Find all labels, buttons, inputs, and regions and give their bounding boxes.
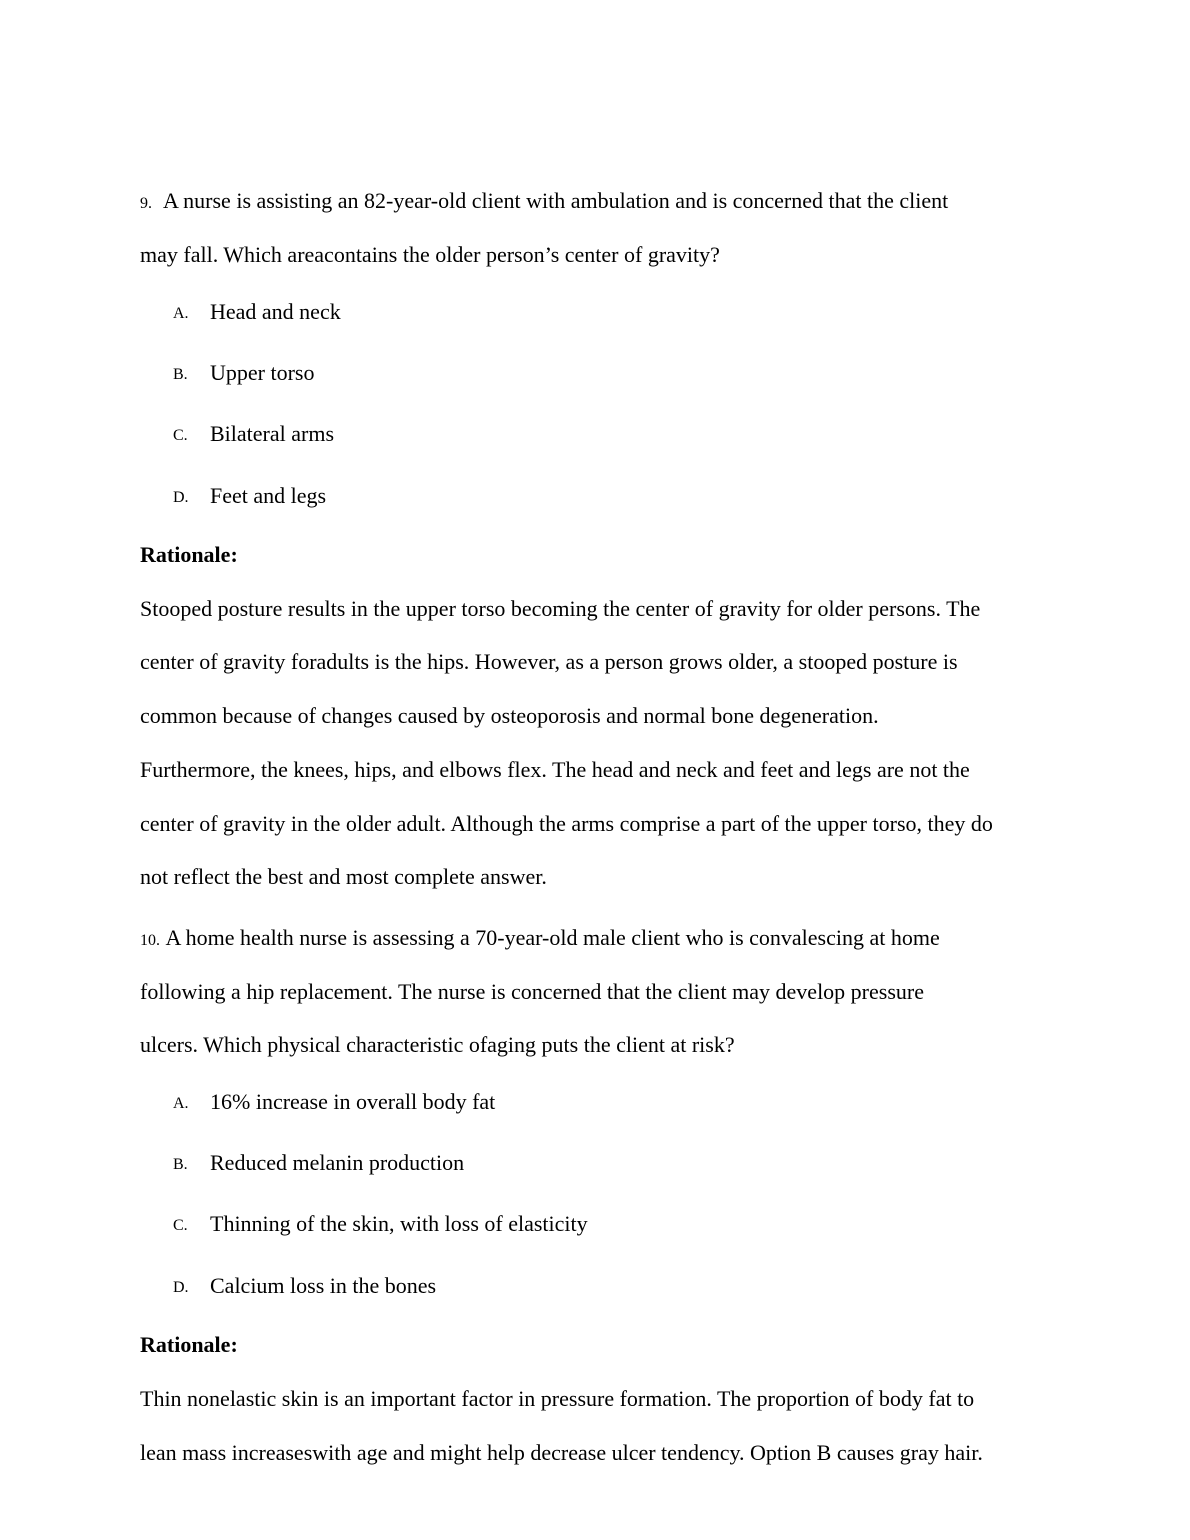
q9-option-a-text: Head and neck — [210, 299, 341, 324]
q10-option-a-text: 16% increase in overall body fat — [210, 1089, 496, 1114]
q9-option-c-letter: C. — [173, 427, 188, 444]
q10-rationale-heading: Rationale: — [140, 1332, 238, 1357]
q10-stem-line-1 — [140, 925, 940, 954]
q9-number: 9. — [140, 195, 152, 212]
q9-option-d-text: Feet and legs — [210, 483, 327, 508]
q10-option-b-text: Reduced melanin production — [210, 1150, 465, 1175]
q10-option-a-letter: A. — [173, 1095, 189, 1112]
q9-rationale-line-4: Furthermore, the knees, hips, and elbows flex. The head and neck and feet and legs are not the — [140, 757, 970, 782]
q10-number: 10. — [140, 932, 160, 949]
q10-option-b-letter: B. — [173, 1156, 188, 1173]
q9-stem-line-2: may fall. Which areacontains the older person’s center of gravity? — [140, 242, 720, 267]
q9-rationale-line-1: Stooped posture results in the upper torso becoming the center of gravity for older persons. The — [140, 596, 981, 621]
q10-option-c-letter: C. — [173, 1217, 188, 1234]
q10-stem-line-2: following a hip replacement. The nurse is concerned that the client may develop pressure — [140, 979, 924, 1004]
q9-rationale-line-3: common because of changes caused by osteoporosis and normal bone degeneration. — [140, 703, 879, 728]
q9-option-b-text: Upper torso — [210, 360, 315, 385]
q9-stem-text-1: A nurse is assisting an 82-year-old client with ambulation and is concerned that the client — [163, 188, 949, 213]
q10-rationale-line-1: Thin nonelastic skin is an important factor in pressure formation. The proportion of body fat to — [140, 1386, 975, 1411]
q9-rationale-line-2: center of gravity foradults is the hips. However, as a person grows older, a stooped posture is — [140, 649, 958, 674]
q9-option-d-letter: D. — [173, 489, 189, 506]
q10-stem-text-1: A home health nurse is assessing a 70-year-old male client who is convalescing at home — [165, 925, 940, 950]
q10-stem-line-3: ulcers. Which physical characteristic ofaging puts the client at risk? — [140, 1032, 735, 1057]
q9-rationale-line-6: not reflect the best and most complete answer. — [140, 864, 547, 889]
q9-rationale-heading: Rationale: — [140, 542, 238, 567]
q9-option-a-letter: A. — [173, 305, 189, 322]
q9-stem-line-1 — [140, 188, 948, 217]
q9-option-b-letter: B. — [173, 366, 188, 383]
q9-rationale-line-5: center of gravity in the older adult. Although the arms comprise a part of the upper torso, they do — [140, 811, 993, 836]
q10-option-d-letter: D. — [173, 1279, 189, 1296]
q10-option-c-text: Thinning of the skin, with loss of elasticity — [210, 1211, 588, 1236]
q9-option-c-text: Bilateral arms — [210, 421, 335, 446]
q10-option-d-text: Calcium loss in the bones — [210, 1273, 437, 1298]
q10-rationale-line-2: lean mass increaseswith age and might help decrease ulcer tendency. Option B causes gray hair. — [140, 1440, 983, 1465]
